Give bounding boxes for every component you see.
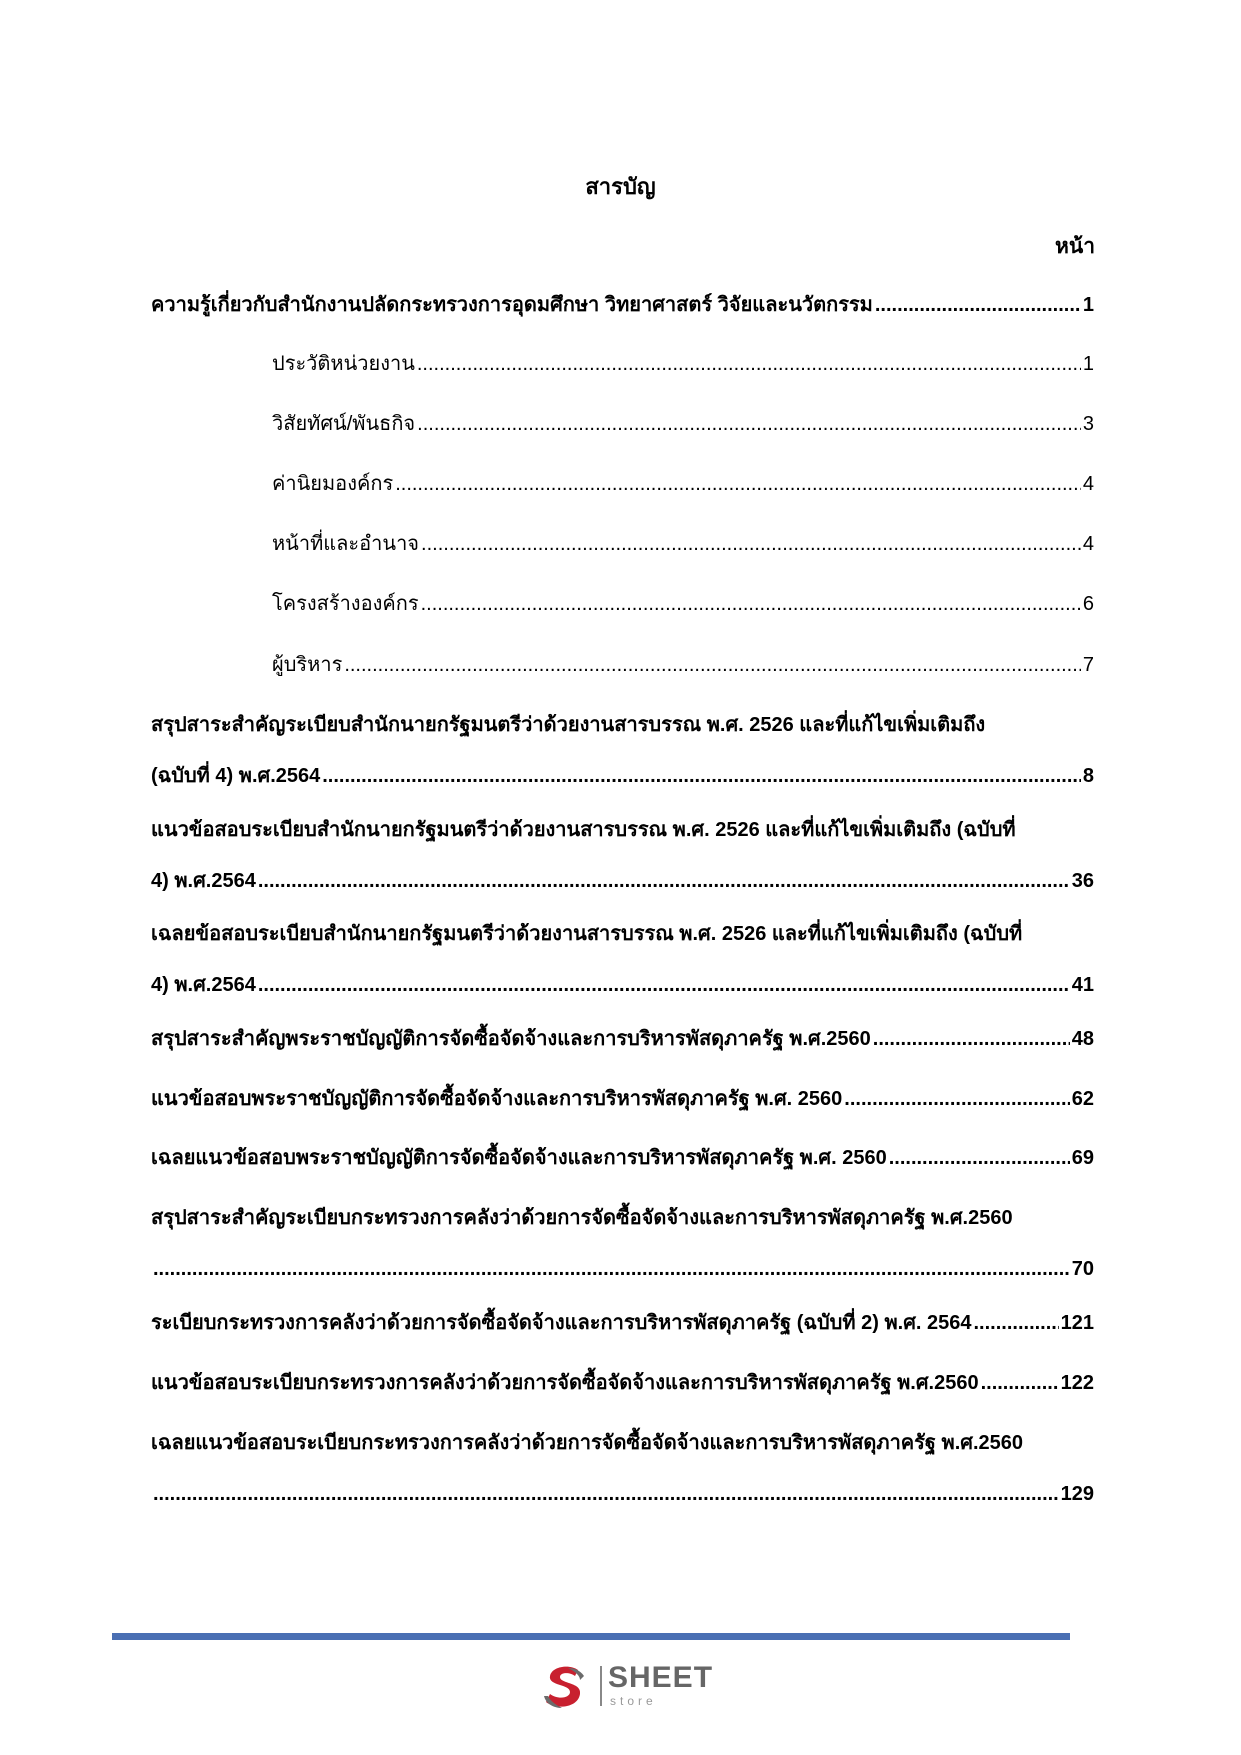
- toc-subentry[interactable]: [272, 349, 1094, 379]
- toc-subentry[interactable]: [272, 469, 1094, 499]
- toc-entry[interactable]: [151, 710, 1094, 791]
- toc-entry-page: 3: [1082, 413, 1094, 435]
- toc-entry-page: 121: [1060, 1312, 1094, 1334]
- leader-dots: [153, 1254, 1070, 1284]
- toc-entry-title: แนวข้อสอบระเบียบสำนักนายกรัฐมนตรีว่าด้วยงานสารบรรณ พ.ศ. 2526 และที่แก้ไขเพิ่มเติมถึง (ฉบับที่: [151, 819, 1016, 841]
- leader-dots: [395, 469, 1081, 499]
- toc-entry-title: ระเบียบกระทรวงการคลังว่าด้วยการจัดซื้อจัดจ้างและการบริหารพัสดุภาครัฐ (ฉบับที่ 2) พ.ศ. 2564: [151, 1312, 972, 1334]
- leader-dots: [344, 650, 1081, 680]
- toc-entry[interactable]: [151, 1308, 1094, 1338]
- leader-dots: [153, 1479, 1059, 1509]
- toc-entry-title: ค่านิยมองค์กร: [272, 473, 394, 495]
- toc-entry-title: ประวัติหน่วยงาน: [272, 353, 415, 375]
- toc-entry-title-cont: 4) พ.ศ.2564: [151, 974, 256, 996]
- sheet-store-logo: [540, 1660, 714, 1712]
- toc-entry-title: วิสัยทัศน์/พันธกิจ: [272, 413, 416, 435]
- toc-entry-title: เฉลยแนวข้อสอบระเบียบกระทรวงการคลังว่าด้วยการจัดซื้อจัดจ้างและการบริหารพัสดุภาครัฐ พ.ศ.2560: [151, 1432, 1024, 1454]
- toc-entry-title: สรุปสาระสำคัญระเบียบกระทรวงการคลังว่าด้วยการจัดซื้อจัดจ้างและการบริหารพัสดุภาครัฐ พ.ศ.2560: [151, 1207, 1013, 1229]
- toc-entry-page: 4: [1082, 533, 1094, 555]
- logo-wordmark: SHEET: [608, 1661, 714, 1694]
- leader-dots: [417, 349, 1081, 379]
- toc-entry-page: 8: [1082, 765, 1094, 787]
- leader-dots: [981, 1368, 1059, 1398]
- page-column-header: หน้า: [1055, 235, 1095, 258]
- leader-dots: [873, 1024, 1070, 1054]
- page-title: สารบัญ: [585, 174, 656, 199]
- toc-entry-page: 41: [1071, 974, 1094, 996]
- toc-subentry[interactable]: [272, 650, 1094, 680]
- toc-entry-title: ความรู้เกี่ยวกับสำนักงานปลัดกระทรวงการอุดมศึกษา วิทยาศาสตร์ วิจัยและนวัตกรรม: [151, 294, 873, 316]
- toc-entry-title: ผู้บริหาร: [272, 654, 343, 676]
- toc-entry-title: แนวข้อสอบระเบียบกระทรวงการคลังว่าด้วยการจัดซื้อจัดจ้างและการบริหารพัสดุภาครัฐ พ.ศ.2560: [151, 1372, 979, 1394]
- toc-entry-page: 7: [1082, 654, 1094, 676]
- leader-dots: [258, 970, 1070, 1000]
- toc-entry-page: 1: [1082, 353, 1094, 375]
- toc-entry-title-cont: 4) พ.ศ.2564: [151, 870, 256, 892]
- leader-dots: [421, 589, 1081, 619]
- toc-subentry[interactable]: [272, 529, 1094, 559]
- toc-entry-title: เฉลยข้อสอบระเบียบสำนักนายกรัฐมนตรีว่าด้วยงานสารบรรณ พ.ศ. 2526 และที่แก้ไขเพิ่มเติมถึง (ฉบับที่: [151, 923, 1023, 945]
- toc-entry-title: โครงสร้างองค์กร: [272, 593, 419, 615]
- toc-entry-title: สรุปสาระสำคัญระเบียบสำนักนายกรัฐมนตรีว่าด้วยงานสารบรรณ พ.ศ. 2526 และที่แก้ไขเพิ่มเติมถึง: [151, 714, 986, 736]
- leader-dots: [322, 761, 1081, 791]
- toc-entry-page: 129: [1060, 1483, 1094, 1505]
- toc-entry-page: 69: [1071, 1147, 1094, 1169]
- toc-entry-page: 48: [1071, 1028, 1094, 1050]
- toc-subentry[interactable]: [272, 589, 1094, 619]
- toc-entry[interactable]: [151, 1084, 1094, 1114]
- leader-dots: [258, 866, 1070, 896]
- toc-entry-page: 70: [1071, 1258, 1094, 1280]
- toc-entry[interactable]: [151, 290, 1094, 320]
- logo-subtext: store: [610, 1694, 657, 1708]
- toc-entry-title-cont: (ฉบับที่ 4) พ.ศ.2564: [151, 765, 321, 787]
- leader-dots: [974, 1308, 1059, 1338]
- toc-entry[interactable]: [151, 1143, 1094, 1173]
- toc-entry[interactable]: [151, 1024, 1094, 1054]
- toc-entry[interactable]: [151, 1428, 1094, 1509]
- toc-entry-title: หน้าที่และอำนาจ: [272, 533, 420, 555]
- toc-entry[interactable]: [151, 1368, 1094, 1398]
- toc-entry-page: 6: [1082, 593, 1094, 615]
- toc-entry[interactable]: [151, 1203, 1094, 1284]
- toc-entry[interactable]: [151, 815, 1094, 896]
- leader-dots: [875, 290, 1081, 320]
- toc-entry-page: 4: [1082, 473, 1094, 495]
- toc-entry-page: 122: [1060, 1372, 1094, 1394]
- footer-rule: [112, 1633, 1070, 1640]
- toc-entry[interactable]: [151, 919, 1094, 1000]
- toc-entry-title: เฉลยแนวข้อสอบพระราชบัญญัติการจัดซื้อจัดจ้างและการบริหารพัสดุภาครัฐ พ.ศ. 2560: [151, 1147, 887, 1169]
- toc-entry-page: 36: [1071, 870, 1094, 892]
- leader-dots: [889, 1143, 1070, 1173]
- leader-dots: [417, 409, 1081, 439]
- leader-dots: [844, 1084, 1069, 1114]
- toc-entry-title: แนวข้อสอบพระราชบัญญัติการจัดซื้อจัดจ้างและการบริหารพัสดุภาครัฐ พ.ศ. 2560: [151, 1088, 843, 1110]
- toc-subentry[interactable]: [272, 409, 1094, 439]
- logo-separator: [600, 1666, 602, 1706]
- sheet-logo-icon: [540, 1662, 590, 1710]
- toc-entry-page: 1: [1082, 294, 1094, 316]
- toc-entry-title: สรุปสาระสำคัญพระราชบัญญัติการจัดซื้อจัดจ้างและการบริหารพัสดุภาครัฐ พ.ศ.2560: [151, 1028, 871, 1050]
- toc-entry-page: 62: [1071, 1088, 1094, 1110]
- leader-dots: [421, 529, 1081, 559]
